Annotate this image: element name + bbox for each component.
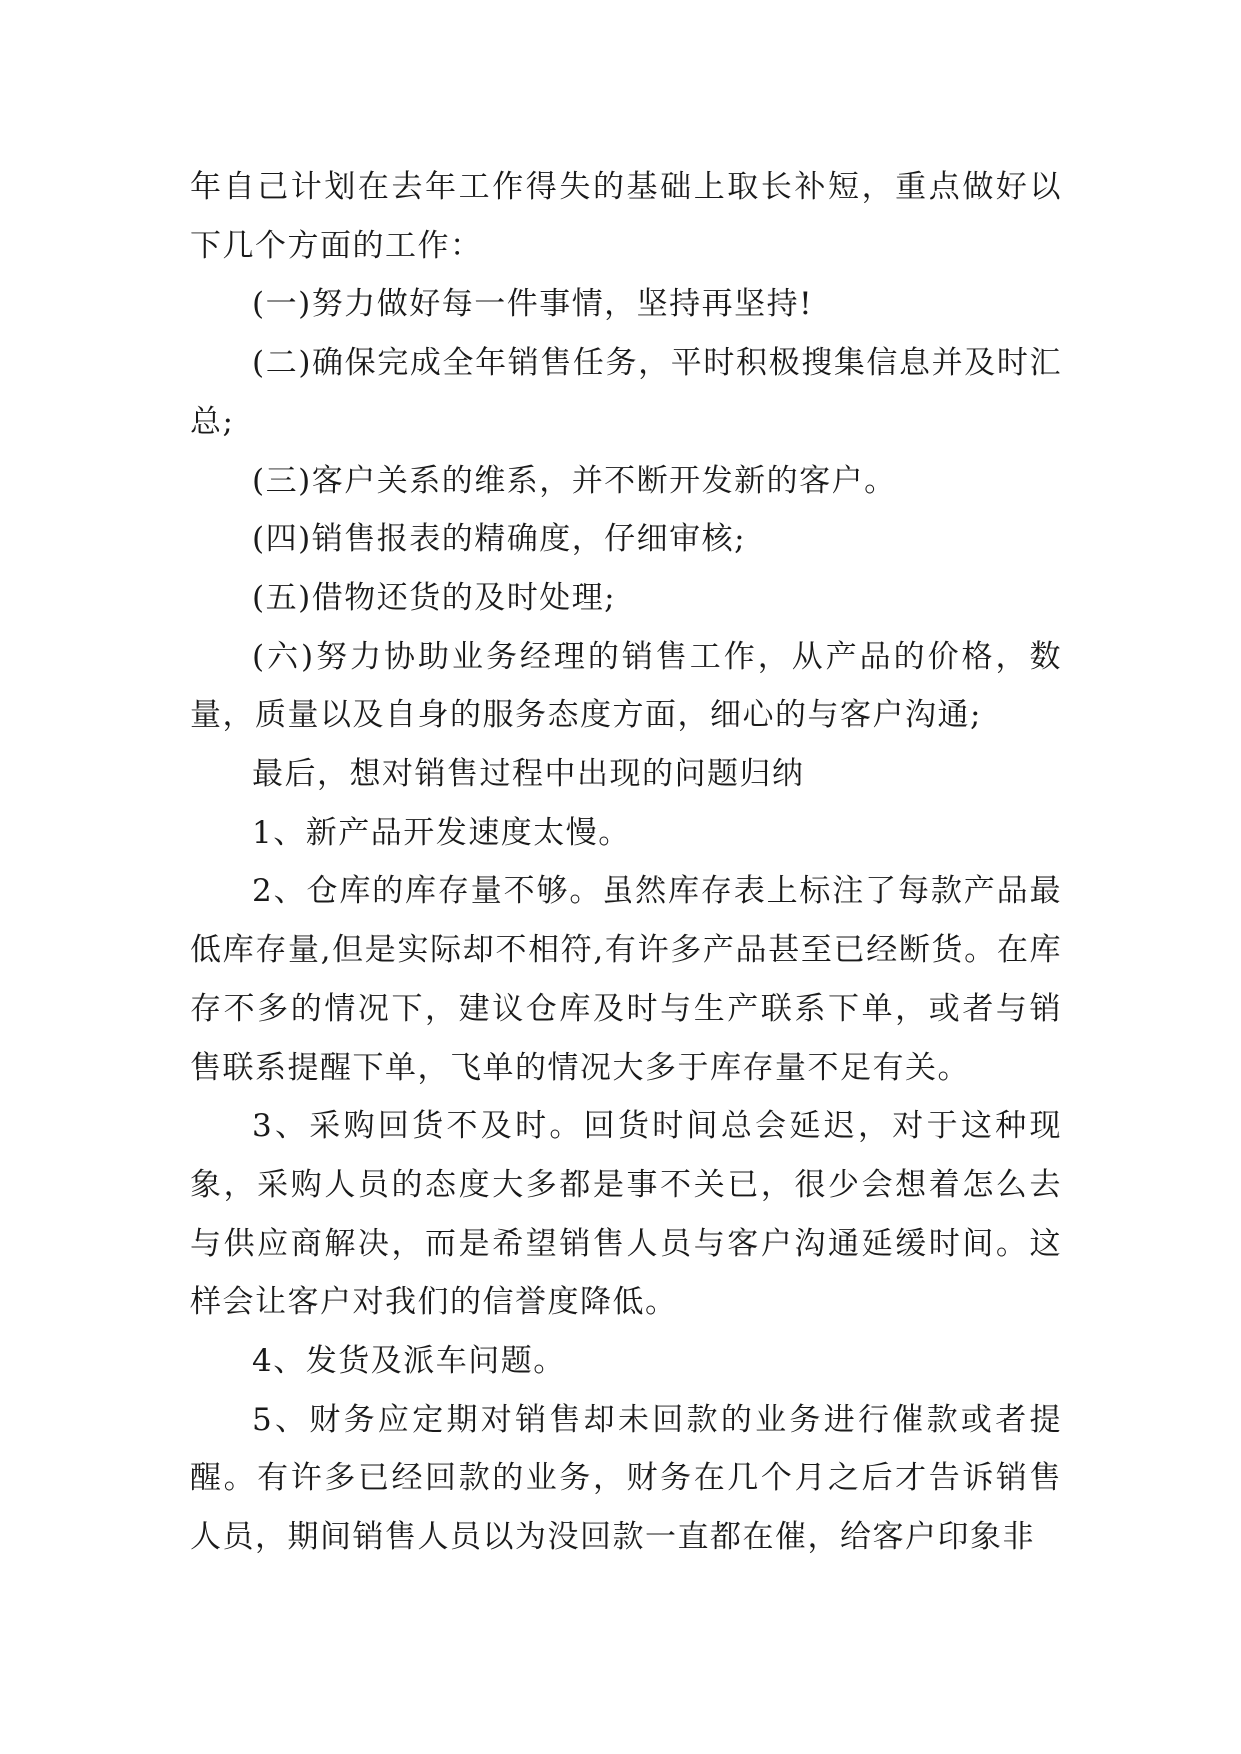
paragraph-item-6: (六)努力协助业务经理的销售工作，从产品的价格，数量，质量以及自身的服务态度方面，细心的与客户沟通; <box>190 638 1062 734</box>
paragraph-item-1: (一)努力做好每一件事情，坚持再坚持! <box>252 286 814 323</box>
paragraph-problem-1: 1、新产品开发速度太慢。 <box>252 814 631 851</box>
paragraph-item-4: (四)销售报表的精确度，仔细审核; <box>252 521 747 558</box>
paragraph-item-3: (三)客户关系的维系，并不断开发新的客户。 <box>252 462 897 499</box>
paragraph-continuation: 年自己计划在去年工作得失的基础上取长补短，重点做好以下几个方面的工作： <box>190 169 1062 264</box>
paragraph-problem-5: 5、财务应定期对销售却未回款的业务进行催款或者提醒。有许多已经回款的业务，财务在几个月之后才告诉销售人员，期间销售人员以为没回款一直都在催，给客户印象非 <box>190 1401 1062 1556</box>
paragraph-problem-3: 3、采购回货不及时。回货时间总会延迟，对于这种现象，采购人员的态度大多都是事不关已，很少会想着怎么去与供应商解决，而是希望销售人员与客户沟通延缓时间。这样会让客户对我们的信誉度降低。 <box>190 1108 1062 1321</box>
body-text <box>190 158 1062 1567</box>
paragraph-problem-2: 2、仓库的库存量不够。虽然库存表上标注了每款产品最低库存量,但是实际却不相符,有许多产品甚至已经断货。在库存不多的情况下，建议仓库及时与生产联系下单，或者与销售联系提醒下单，飞单的情况大多于库存量不足有关。 <box>190 873 1062 1086</box>
paragraph-item-5: (五)借物还货的及时处理; <box>252 579 617 616</box>
paragraph-item-2: (二)确保完成全年销售任务，平时积极搜集信息并及时汇总; <box>190 345 1062 440</box>
paragraph-problem-4: 4、发货及派车问题。 <box>252 1343 566 1380</box>
paragraph-summary-intro: 最后，想对销售过程中出现的问题归纳 <box>252 756 805 793</box>
